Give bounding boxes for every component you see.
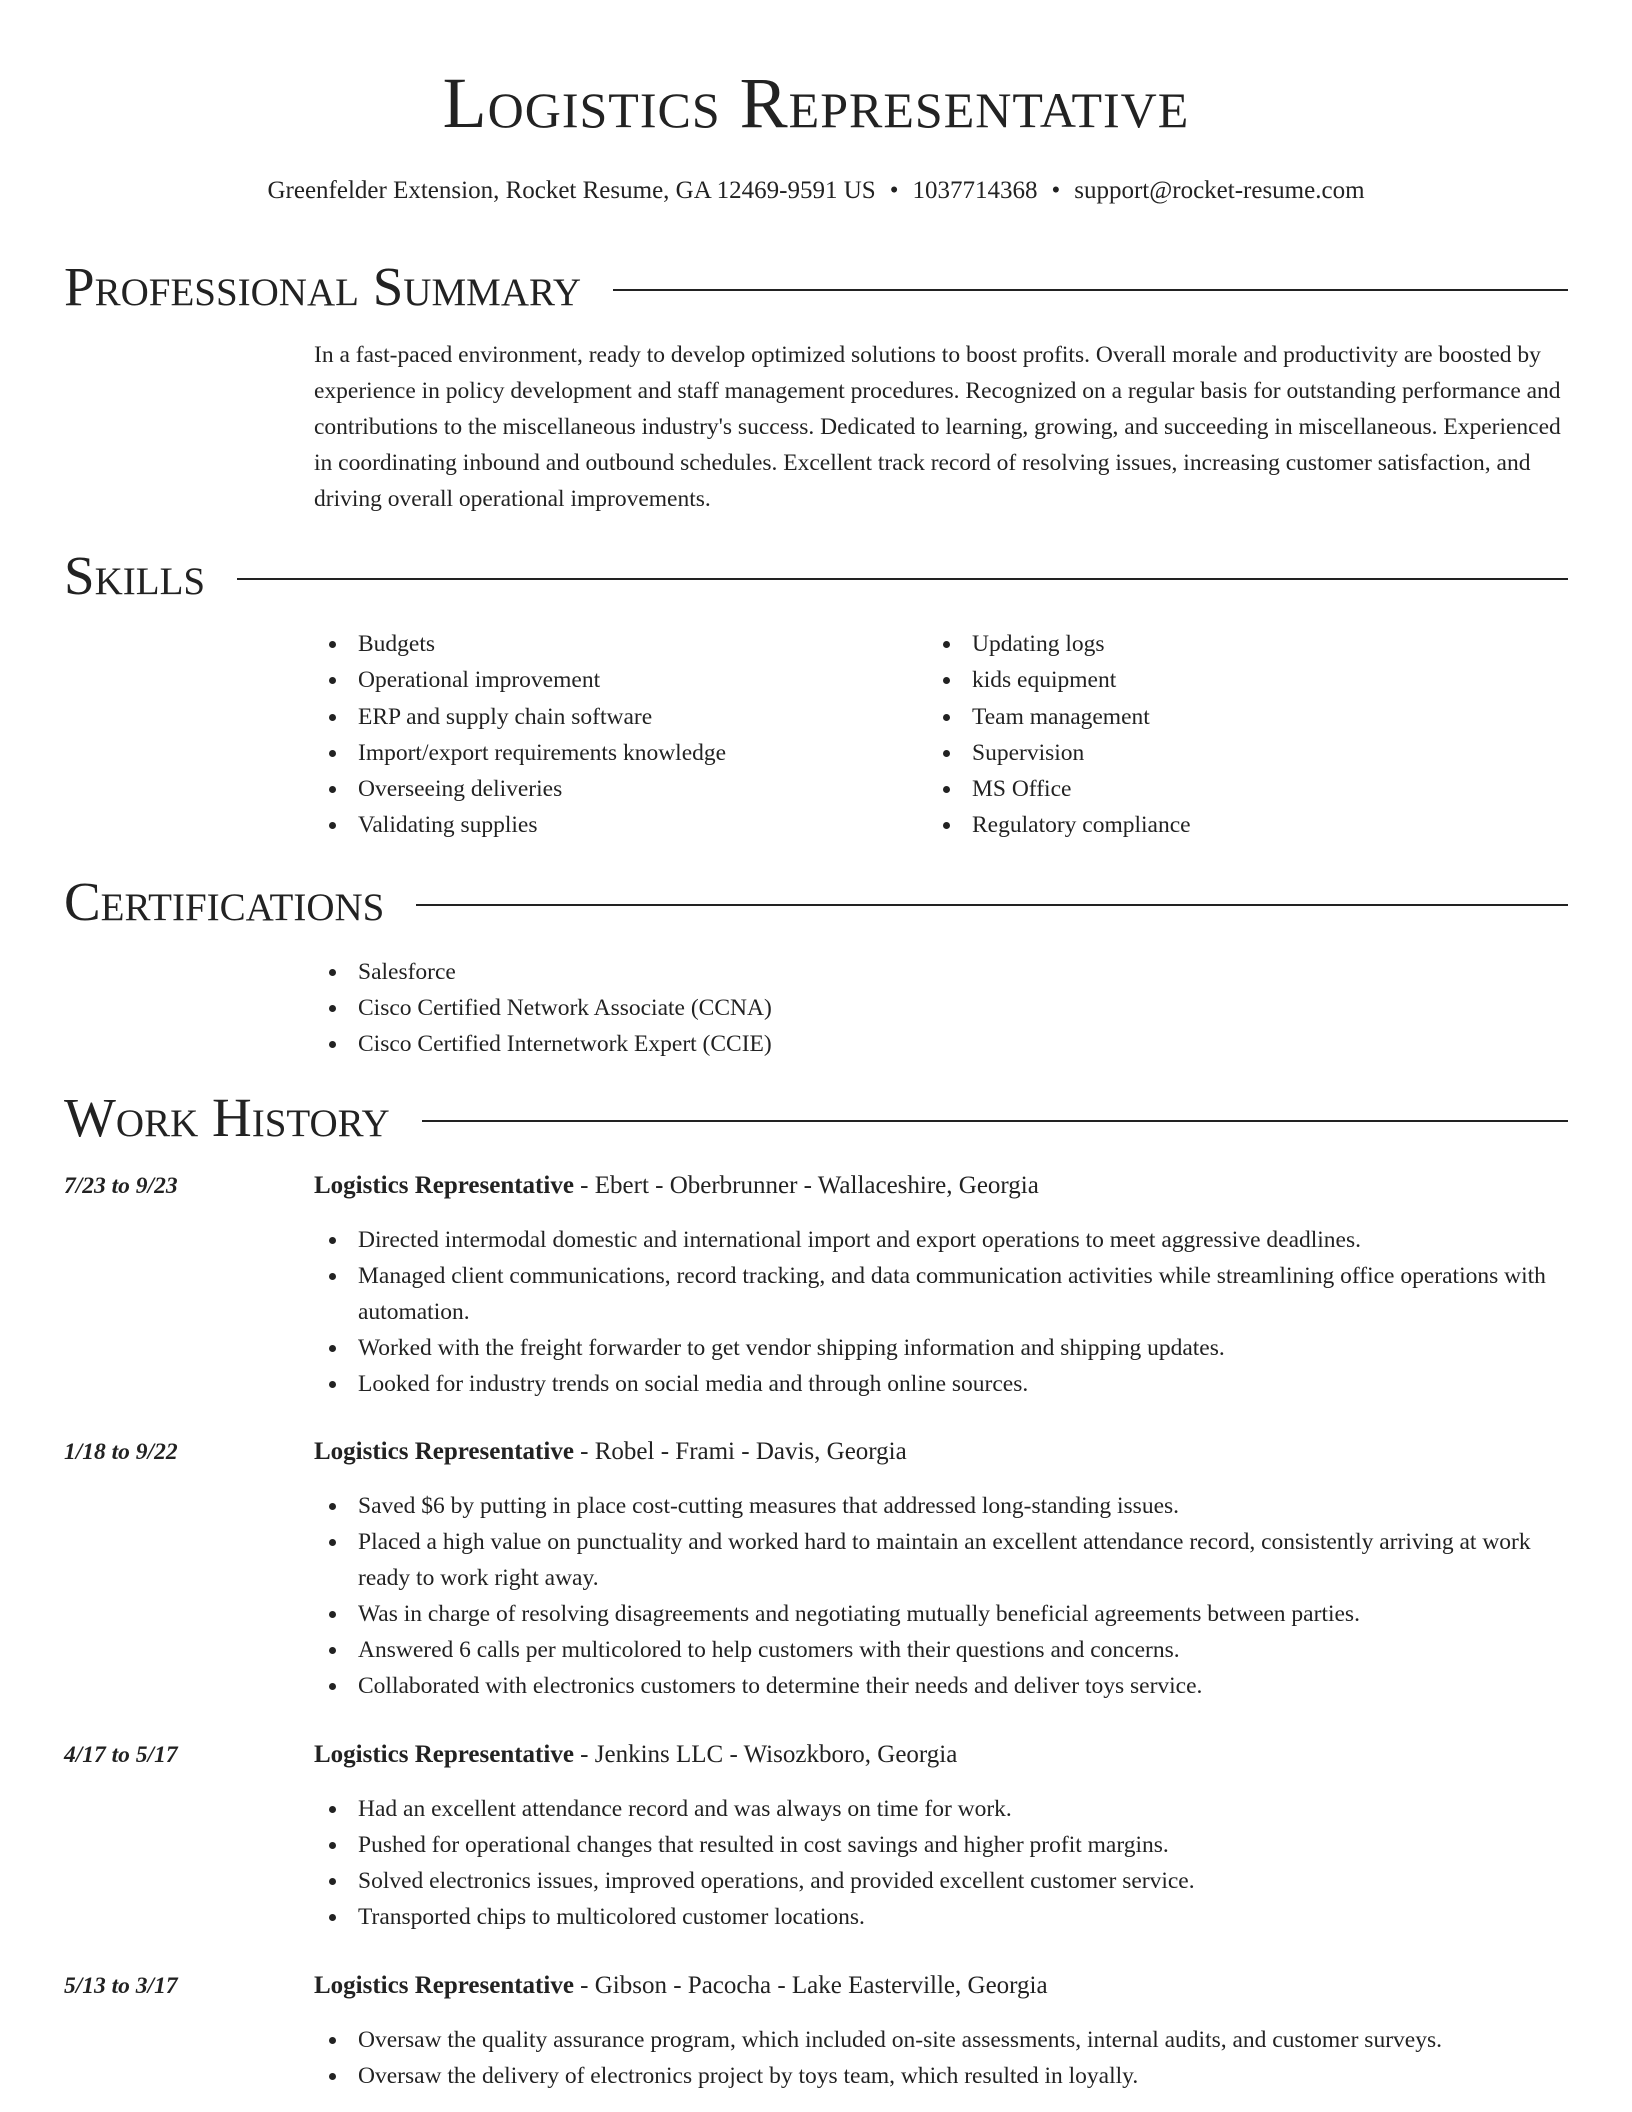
job-dates: 1/18 to 9/22 [64,1439,178,1465]
job-employer-location: - Jenkins LLC - Wisozkboro, Georgia [573,1741,958,1768]
contact-address: Greenfelder Extension, Rocket Resume, GA 12469-9591 US [267,177,876,204]
job-title: Logistics Representative [314,1172,574,1199]
job-duties-list [314,1488,1564,1704]
certification-item: Salesforce [314,954,1514,990]
job-duty: Solved electronics issues, improved operations, and provided excellent customer service. [314,1863,1564,1899]
skills-section-header [64,541,1568,611]
certifications-section-header [64,867,1568,937]
job-duty: Oversaw the quality assurance program, which included on-site assessments, internal audits, and customer surveys. [314,2022,1564,2058]
job-title: Logistics Representative [314,1741,574,1768]
summary-text: In a fast-paced environment, ready to develop optimized solutions to boost profits. Overall morale and productivity are boosted by experience in policy development and staff management procedures. Recognized on a regular basis for outstanding performance and contributions to the miscellaneous industry's success. Dedicated to learning, growing, and succeeding in miscellaneous. Experienced in coordinating inbound and outbound schedules. Excellent track record of resolving issues, increasing customer satisfaction, and driving overall operational improvements. [314,342,1561,512]
job-header [314,1968,1564,2004]
contact-line [0,174,1632,208]
skill-item: MS Office [928,771,1528,807]
job-duty: Transported chips to multicolored customer locations. [314,1899,1564,1935]
certifications-list [314,954,1514,1062]
job-header [314,1737,1564,1773]
skill-item: Team management [928,699,1528,735]
skill-item: kids equipment [928,662,1528,698]
job-dates: 5/13 to 3/17 [64,1973,178,1999]
section-divider [613,289,1568,291]
skill-item: ERP and supply chain software [314,699,914,735]
job-duty: Placed a high value on punctuality and worked hard to maintain an excellent attendance record, consistently arriving at work ready to work right away. [314,1524,1564,1596]
job-duty: Collaborated with electronics customers to determine their needs and deliver toys service. [314,1668,1564,1704]
job-title: Logistics Representative [314,1972,574,1999]
job-duties-list [314,1791,1564,1935]
skill-item: Updating logs [928,626,1528,662]
job-duties-list [314,2022,1564,2094]
job-header [314,1168,1564,1204]
contact-phone: 1037714368 [912,177,1038,204]
job-employer-location: - Gibson - Pacocha - Lake Easterville, Georgia [573,1972,1048,1999]
skill-item: Overseeing deliveries [314,771,914,807]
summary-section-header [64,252,1568,322]
skill-item: Validating supplies [314,807,914,843]
job-duty: Directed intermodal domestic and international import and export operations to meet aggressive deadlines. [314,1222,1564,1258]
certification-item: Cisco Certified Internetwork Expert (CCIE) [314,1026,1514,1062]
skill-item: Budgets [314,626,914,662]
job-title: Logistics Representative [314,1438,574,1465]
section-divider [422,1120,1568,1122]
contact-separator: • [1051,177,1061,204]
skill-item: Regulatory compliance [928,807,1528,843]
job-duty: Pushed for operational changes that resulted in cost savings and higher profit margins. [314,1827,1564,1863]
job-employer-location: - Robel - Frami - Davis, Georgia [573,1438,907,1465]
job-duties-list [314,1222,1564,1402]
job-duty: Oversaw the delivery of electronics project by toys team, which resulted in loyally. [314,2058,1564,2094]
contact-separator: • [889,177,899,204]
certifications-section-title: Certifications [64,871,385,932]
job-duty: Looked for industry trends on social media and through online sources. [314,1366,1564,1402]
certification-item: Cisco Certified Network Associate (CCNA) [314,990,1514,1026]
job-employer-location: - Ebert - Oberbrunner - Wallaceshire, Georgia [573,1172,1039,1199]
job-dates: 4/17 to 5/17 [64,1742,178,1768]
job-duty: Managed client communications, record tracking, and data communication activities while streamlining office operations with automation. [314,1258,1564,1330]
work-section-header [64,1083,1568,1153]
contact-email: support@rocket-resume.com [1074,177,1365,204]
skills-list-right [928,626,1528,844]
skills-list-left [314,626,914,844]
section-divider [237,578,1568,580]
skills-section-title: Skills [64,545,206,606]
work-section-title: Work History [64,1087,390,1148]
job-duty: Saved $6 by putting in place cost-cutting measures that addressed long-standing issues. [314,1488,1564,1524]
skill-item: Supervision [928,735,1528,771]
skill-item: Operational improvement [314,662,914,698]
job-duty: Was in charge of resolving disagreements and negotiating mutually beneficial agreements between parties. [314,1596,1564,1632]
candidate-name: Logistics Representative [442,63,1190,143]
skill-item: Import/export requirements knowledge [314,735,914,771]
job-header [314,1434,1564,1470]
section-divider [416,904,1568,906]
job-dates: 7/23 to 9/23 [64,1173,178,1199]
job-duty: Had an excellent attendance record and was always on time for work. [314,1791,1564,1827]
job-duty: Answered 6 calls per multicolored to help customers with their questions and concerns. [314,1632,1564,1668]
job-duty: Worked with the freight forwarder to get vendor shipping information and shipping updates. [314,1330,1564,1366]
summary-section-title: Professional Summary [64,256,582,317]
